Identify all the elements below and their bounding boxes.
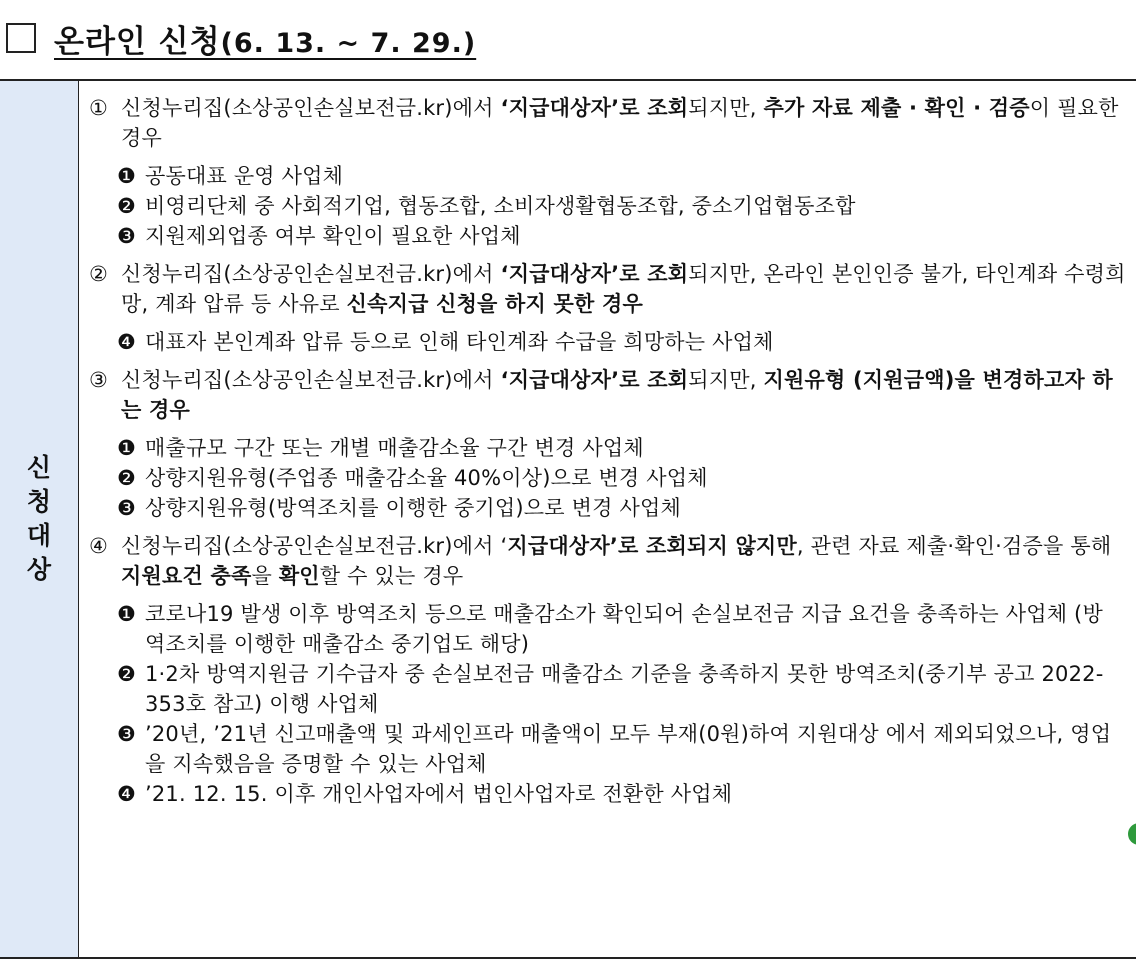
emphasized-text: 지원요건 충족 bbox=[121, 564, 252, 588]
item-heading bbox=[89, 365, 1136, 425]
section-title-date: (6. 13. ~ 7. 29.) bbox=[220, 27, 477, 59]
sub-item-number: ❷ bbox=[117, 466, 137, 490]
eligibility-table bbox=[0, 79, 1136, 959]
item-text-segment: 신청누리집(소상공인손실보전금.kr)에서 ‘ bbox=[121, 534, 508, 558]
item-number: ④ bbox=[89, 534, 109, 558]
sub-item-number: ❸ bbox=[117, 224, 137, 248]
item-text-segment: 되지만, 온라인 본인인증 불가, 타인계좌 수령희망, 계좌 압류 등 사유로 bbox=[121, 262, 1126, 316]
list-item bbox=[117, 191, 1136, 221]
eligibility-item bbox=[89, 259, 1136, 357]
sub-item-list bbox=[117, 599, 1136, 809]
item-description bbox=[121, 259, 1136, 319]
emphasized-text: 추가 자료 제출 · 확인 · 검증 bbox=[763, 96, 1030, 120]
item-number: ③ bbox=[89, 368, 109, 392]
sub-item-number: ❷ bbox=[117, 194, 137, 218]
item-description bbox=[121, 365, 1136, 425]
section-title-main: 온라인 신청 bbox=[54, 23, 221, 60]
sub-item-text: 상향지원유형(주업종 매출감소율 40%이상)으로 변경 사업체 bbox=[145, 466, 708, 490]
eligibility-item bbox=[89, 365, 1136, 523]
item-text-segment: , 관련 자료 제출·확인·검증을 통해 bbox=[796, 534, 1112, 558]
list-item bbox=[117, 779, 1136, 809]
emphasized-text: 지원유형 (지원금액)을 변경하고자 하는 경우 bbox=[121, 368, 1113, 422]
item-number: ① bbox=[89, 96, 109, 120]
emphasized-text: 지급대상자’로 조회되지 않지만 bbox=[507, 534, 797, 558]
eligibility-item bbox=[89, 531, 1136, 809]
sub-item-number: ❶ bbox=[117, 164, 137, 188]
list-item bbox=[117, 221, 1136, 251]
eligibility-item bbox=[89, 93, 1136, 251]
sub-item-text: 매출규모 구간 또는 개별 매출감소율 구간 변경 사업체 bbox=[145, 436, 644, 460]
sub-item-text: ’21. 12. 15. 이후 개인사업자에서 법인사업자로 전환한 사업체 bbox=[145, 782, 733, 806]
emphasized-text: ‘지급대상자’로 조회 bbox=[500, 96, 689, 120]
emphasized-text: 신속지급 신청을 하지 못한 경우 bbox=[346, 292, 643, 316]
list-item bbox=[117, 719, 1136, 779]
sub-item-number: ❸ bbox=[117, 496, 137, 520]
item-heading bbox=[89, 259, 1136, 319]
item-text-segment: 신청누리집(소상공인손실보전금.kr)에서 bbox=[121, 368, 501, 392]
emphasized-text: ‘지급대상자’로 조회 bbox=[500, 368, 689, 392]
sub-item-list bbox=[117, 161, 1136, 251]
sub-item-text: 1·2차 방역지원금 기수급자 중 손실보전금 매출감소 기준을 충족하지 못한 방역조치(중기부 공고 2022-353호 참고) 이행 사업체 bbox=[145, 662, 1104, 716]
sub-item-number: ❹ bbox=[117, 782, 137, 806]
sub-item-text: 상향지원유형(방역조치를 이행한 중기업)으로 변경 사업체 bbox=[145, 496, 681, 520]
item-text-segment: 신청누리집(소상공인손실보전금.kr)에서 bbox=[121, 262, 501, 286]
sub-item-text: 지원제외업종 여부 확인이 필요한 사업체 bbox=[145, 224, 521, 248]
sub-item-text: ’20년, ’21년 신고매출액 및 과세인프라 매출액이 모두 부재(0원)하여 지원대상 에서 제외되었으나, 영업을 지속했음을 증명할 수 있는 사업체 bbox=[145, 722, 1112, 776]
sub-item-list bbox=[117, 433, 1136, 523]
sub-item-number: ❷ bbox=[117, 662, 137, 686]
item-description bbox=[121, 531, 1136, 591]
item-text-segment: 되지만, bbox=[688, 96, 764, 120]
item-heading bbox=[89, 531, 1136, 591]
green-dot-marker bbox=[1128, 823, 1136, 845]
list-item bbox=[117, 161, 1136, 191]
item-text-segment: 되지만, bbox=[688, 368, 764, 392]
list-item bbox=[117, 433, 1136, 463]
side-header-cell bbox=[0, 81, 79, 957]
sub-item-text: 대표자 본인계좌 압류 등으로 인해 타인계좌 수급을 희망하는 사업체 bbox=[145, 330, 774, 354]
item-text-segment: 을 bbox=[251, 564, 279, 588]
sub-item-list bbox=[117, 327, 1136, 357]
item-text-segment: 이 필요한 경우 bbox=[121, 96, 1119, 150]
item-text-segment: 신청누리집(소상공인손실보전금.kr)에서 bbox=[121, 96, 501, 120]
emphasized-text: ‘지급대상자’로 조회 bbox=[500, 262, 689, 286]
eligibility-content bbox=[79, 81, 1136, 957]
sub-item-text: 공동대표 운영 사업체 bbox=[145, 164, 344, 188]
side-header-label: 신청대상 bbox=[26, 453, 52, 584]
list-item bbox=[117, 463, 1136, 493]
section-heading bbox=[6, 10, 476, 66]
list-item bbox=[117, 599, 1136, 659]
emphasized-text: 확인 bbox=[278, 564, 320, 588]
list-item bbox=[117, 659, 1136, 719]
sub-item-number: ❸ bbox=[117, 722, 137, 746]
item-text-segment: 할 수 있는 경우 bbox=[319, 564, 464, 588]
sub-item-text: 코로나19 발생 이후 방역조치 등으로 매출감소가 확인되어 손실보전금 지급 요건을 충족하는 사업체 (방역조치를 이행한 매출감소 중기업도 해당) bbox=[145, 602, 1103, 656]
sub-item-number: ❹ bbox=[117, 330, 137, 354]
list-item bbox=[117, 493, 1136, 523]
sub-item-number: ❶ bbox=[117, 602, 137, 626]
list-item bbox=[117, 327, 1136, 357]
sub-item-number: ❶ bbox=[117, 436, 137, 460]
empty-square-icon bbox=[6, 23, 36, 53]
item-number: ② bbox=[89, 262, 109, 286]
sub-item-text: 비영리단체 중 사회적기업, 협동조합, 소비자생활협동조합, 중소기업협동조합 bbox=[145, 194, 856, 218]
section-title bbox=[54, 16, 476, 61]
item-heading bbox=[89, 93, 1136, 153]
item-description bbox=[121, 93, 1136, 153]
